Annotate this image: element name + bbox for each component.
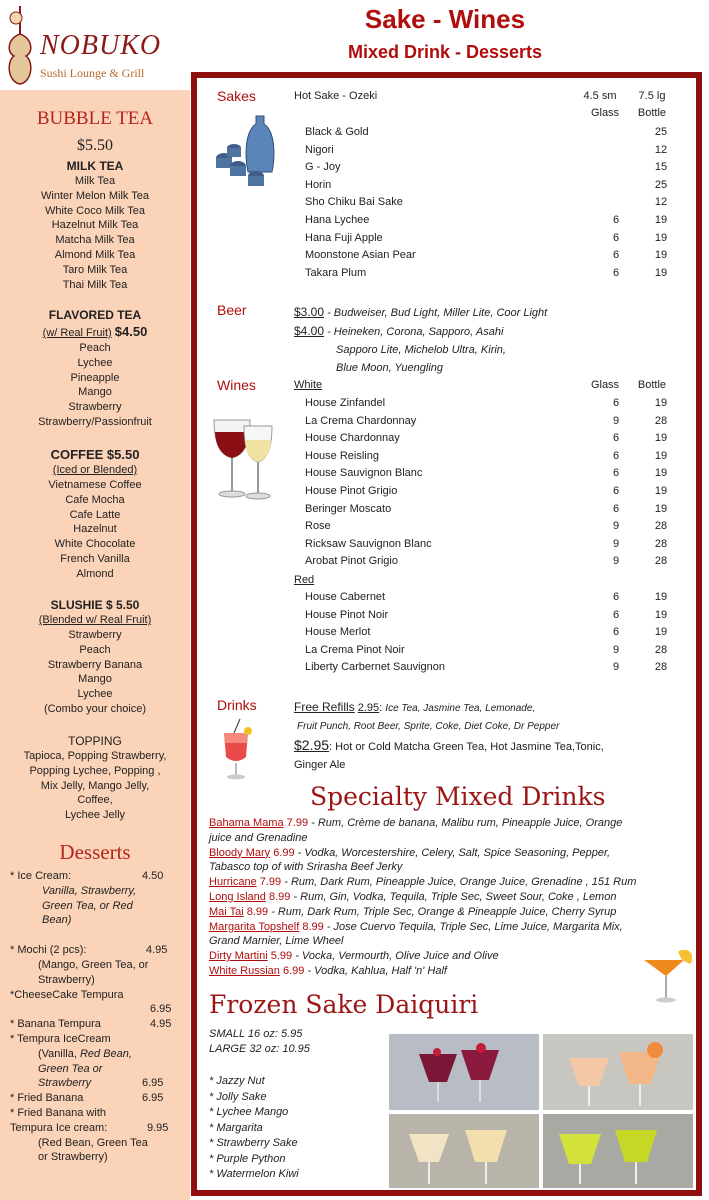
bottle-price: 19 xyxy=(654,397,668,409)
dessert-price: 4.95 xyxy=(150,1018,172,1031)
bottle-price: 12 xyxy=(654,143,668,156)
free-refills-line2: Fruit Punch, Root Beer, Sprite, Coke, Diet Coke, Dr Pepper xyxy=(297,721,560,732)
desc-line: Green Tea, or Red xyxy=(42,899,133,912)
drink-name: Hurricane xyxy=(209,876,257,889)
list-item: * Purple Python xyxy=(209,1152,286,1165)
milk-tea-heading: MILK TEA xyxy=(66,159,124,173)
menu-row xyxy=(305,536,675,554)
beer-line: $4.00 - Heineken, Corona, Sapporo, Asahi xyxy=(294,324,504,338)
slushie-list xyxy=(0,628,190,717)
beer-label: Beer xyxy=(217,302,247,318)
drink-price: 7.99 xyxy=(259,876,282,889)
drink-price: 6.99 xyxy=(273,846,295,859)
dessert-name: * Tempura IceCream xyxy=(10,1032,111,1045)
menu-row xyxy=(305,413,675,431)
menu-row xyxy=(305,395,675,413)
flavored-tea-price: $4.50 xyxy=(114,324,148,339)
dessert-price: 9.95 xyxy=(147,1121,169,1134)
glass-price: 6 xyxy=(612,397,620,409)
item-name: Arobat Pinot Grigio xyxy=(305,555,398,568)
beer-line: $3.00 - Budweiser, Bud Light, Miller Lite, Coor Light xyxy=(294,305,548,319)
drink-desc: - Vodka, Worcestershire, Celery, Salt, Spice Seasoning, Pepper, xyxy=(294,846,611,859)
drinks-label: Drinks xyxy=(217,697,257,713)
dessert-price: 4.95 xyxy=(146,944,168,957)
bottle-price: 19 xyxy=(654,449,668,462)
dessert-fried-banana-ice xyxy=(10,1121,185,1136)
specialty-drink xyxy=(209,905,699,920)
item-name: Hana Fuji Apple xyxy=(305,231,383,244)
item-name: Rose xyxy=(305,520,331,533)
drink-desc: - Rum, Crème de banana, Malibu rum, Pineapple Juice, Orange xyxy=(308,817,623,829)
drink-price: 7.99 xyxy=(286,817,309,829)
bottle-price: 19 xyxy=(654,502,668,515)
list-item: Strawberry Banana xyxy=(47,658,143,671)
bottle-price: 25 xyxy=(654,178,668,191)
bottle-price: 19 xyxy=(654,213,668,226)
frozen-flavors xyxy=(209,1074,299,1183)
flavored-tea-note-line xyxy=(0,324,190,339)
dessert-desc xyxy=(10,884,185,928)
white-heading: White xyxy=(294,379,323,391)
hot-sake: Hot Sake - Ozeki xyxy=(294,90,378,102)
frozen-large: LARGE 32 oz: 10.95 xyxy=(209,1043,310,1055)
wines-glass-head: Glass xyxy=(590,379,620,391)
item-name: Nigori xyxy=(305,143,334,156)
list-item: Coffee, xyxy=(77,794,113,807)
item-name: Takara Plum xyxy=(305,266,367,279)
menu-row xyxy=(305,518,675,536)
drink-name: White Russian xyxy=(209,964,280,977)
wines-bottle-head: Bottle xyxy=(637,379,667,391)
desc-line: Strawberry) xyxy=(38,973,95,986)
bottle-price: 28 xyxy=(654,661,668,674)
item-name: Moonstone Asian Pear xyxy=(305,249,416,262)
drinks-list xyxy=(294,698,689,774)
flavored-tea-title: FLAVORED TEA xyxy=(48,308,142,322)
bottle-price: 28 xyxy=(654,537,668,550)
bottle-price: 19 xyxy=(654,231,668,244)
dessert-desc xyxy=(10,1047,185,1091)
glass-price: 6 xyxy=(612,249,620,262)
glass-price: 6 xyxy=(612,432,620,445)
specialty-drink xyxy=(209,875,699,890)
logo-area xyxy=(0,0,200,90)
specialty-list xyxy=(209,816,699,979)
list-item: Cafe Mocha xyxy=(65,493,125,506)
frozen-small: SMALL 16 oz: 5.95 xyxy=(209,1028,303,1040)
dessert-price: 6.95 xyxy=(142,1092,164,1105)
list-item: Strawberry xyxy=(68,629,122,641)
specialty-drink xyxy=(209,920,699,935)
item-name: House Zinfandel xyxy=(305,397,386,409)
menu-row xyxy=(305,465,675,483)
drink-price: 5.99 xyxy=(270,950,293,963)
item-name: House Reisling xyxy=(305,449,379,462)
dessert-banana xyxy=(10,1017,185,1032)
item-name: House Merlot xyxy=(305,626,371,639)
glass-price: 9 xyxy=(612,520,620,533)
beer-price: $3.00 xyxy=(294,305,325,319)
specialty-drink xyxy=(209,964,699,979)
dessert-price: 4.50 xyxy=(142,870,164,882)
list-item: Tapioca, Popping Strawberry, xyxy=(23,750,167,762)
list-item: Hazelnut Milk Tea xyxy=(51,219,139,232)
coffee-list xyxy=(0,478,190,582)
item-name: G - Joy xyxy=(305,161,341,174)
glass-price: 6 xyxy=(612,231,620,244)
bottle-price: 28 xyxy=(654,555,668,568)
list-item: Cafe Latte xyxy=(69,508,121,521)
menu-row xyxy=(305,265,675,283)
dessert-name: Tempura Ice cream: xyxy=(10,1121,108,1134)
free-refills: Free Refills xyxy=(294,700,355,714)
matcha-line2: Ginger Ale xyxy=(294,759,346,771)
list-item: Vietnamese Coffee xyxy=(48,479,142,491)
specialty-drink xyxy=(209,949,699,964)
bottle-price: 28 xyxy=(654,414,668,427)
white-wine-list xyxy=(305,395,675,571)
list-item: French Vanilla xyxy=(60,552,130,565)
bubble-tea-price: $5.50 xyxy=(77,137,113,154)
list-item: Mango xyxy=(78,386,112,399)
menu-row xyxy=(305,230,675,248)
item-name: House Sauvignon Blanc xyxy=(305,467,423,480)
dessert-mochi xyxy=(10,943,185,958)
item-name: Hana Lychee xyxy=(305,213,370,226)
list-item: Thai Milk Tea xyxy=(62,278,128,291)
list-item: * Jazzy Nut xyxy=(209,1075,265,1087)
dessert-cheesecake xyxy=(10,988,185,1003)
bottle-price: 28 xyxy=(654,643,668,656)
drink-name: Long Island xyxy=(209,890,266,903)
specialty-drink xyxy=(209,846,699,861)
sakes-col1: 4.5 sm xyxy=(583,90,617,102)
desc-line: Green Tea or xyxy=(38,1062,103,1075)
item-name: House Pinot Noir xyxy=(305,608,389,621)
list-item: * Jolly Sake xyxy=(209,1090,267,1103)
dessert-price: 6.95 xyxy=(150,1003,172,1016)
desc-line: or Strawberry) xyxy=(38,1151,108,1164)
sake-set-icon xyxy=(212,112,280,188)
drinks-price: $2.95 xyxy=(294,737,330,753)
glass-price: 6 xyxy=(612,591,620,603)
margarita-icon xyxy=(642,950,692,1006)
menu-row xyxy=(305,430,675,448)
topping-list xyxy=(0,749,190,823)
list-item: Winter Melon Milk Tea xyxy=(41,189,149,202)
page-title: Sake - Wines xyxy=(364,4,526,34)
frozen-sizes xyxy=(209,1027,310,1057)
drink-price: 6.99 xyxy=(282,964,305,977)
list-item: * Watermelon Kiwi xyxy=(209,1168,299,1180)
list-item: Milk Tea xyxy=(74,175,116,187)
menu-row xyxy=(305,124,675,142)
menu-row xyxy=(305,212,675,230)
dessert-name: *CheeseCake Tempura xyxy=(10,988,124,1001)
item-name: Ricksaw Sauvignon Blanc xyxy=(305,537,432,550)
specialty-drink xyxy=(209,816,699,831)
bottle-price: 15 xyxy=(654,161,668,174)
glass-price: 9 xyxy=(612,555,620,568)
sakes-col2b: Bottle xyxy=(637,107,667,119)
glass-price: 6 xyxy=(612,626,620,639)
desc-line: (Vanilla, Red Bean, xyxy=(38,1047,132,1060)
desserts-title: Desserts xyxy=(59,840,131,864)
drink-desc: Grand Marnier, Lime Wheel xyxy=(209,935,344,948)
glass-price: 6 xyxy=(612,449,620,462)
desc-line: Bean) xyxy=(42,914,72,927)
logo-tagline: Sushi Lounge & Grill xyxy=(40,66,145,80)
menu-row xyxy=(305,501,675,519)
list-item: Matcha Milk Tea xyxy=(55,234,135,247)
violin-icon xyxy=(2,4,38,86)
item-name: House Pinot Grigio xyxy=(305,484,398,497)
glass-price: 6 xyxy=(612,266,620,279)
drink-desc: - Rum, Dark Rum, Triple Sec, Orange & Pineapple Juice, Cherry Syrup xyxy=(268,905,617,918)
menu-row xyxy=(305,483,675,501)
menu-row xyxy=(305,659,675,677)
bottle-price: 19 xyxy=(654,266,668,279)
list-item: * Margarita xyxy=(209,1121,263,1134)
menu-row xyxy=(305,642,675,660)
list-item: Hazelnut xyxy=(73,523,117,536)
drink-desc: - Rum, Dark Rum, Pineapple Juice, Orange Juice, Grenadine , 151 Rum xyxy=(281,876,637,889)
bottle-price: 19 xyxy=(654,626,668,639)
slushie-title: SLUSHIE $ 5.50 xyxy=(50,598,140,612)
list-item: Strawberry xyxy=(68,401,122,414)
bottle-price: 19 xyxy=(654,249,668,262)
dessert-name: * Fried Banana xyxy=(10,1092,84,1105)
menu-row xyxy=(305,177,675,195)
page-subtitle: Mixed Drink - Desserts xyxy=(347,42,543,62)
bubble-tea-title: BUBBLE TEA xyxy=(36,108,154,129)
drink-desc: - Jose Cuervo Tequila, Triple Sec, Lime Juice, Margarita Mix, xyxy=(323,920,623,933)
glass-price: 6 xyxy=(612,467,620,480)
dessert-tempura-ice xyxy=(10,1032,185,1047)
list-item: Almond Milk Tea xyxy=(54,248,136,261)
wines-label: Wines xyxy=(217,377,256,393)
item-name: La Crema Pinot Noir xyxy=(305,643,405,656)
drink-desc: juice and Grenadine xyxy=(209,831,308,844)
dessert-price: 6.95 xyxy=(142,1077,164,1090)
specialty-title: Specialty Mixed Drinks xyxy=(310,782,606,811)
dessert-desc xyxy=(10,1136,185,1166)
wine-glasses-icon xyxy=(210,414,276,502)
item-name: Liberty Carbernet Sauvignon xyxy=(305,661,446,674)
drink-desc: - Vodka, Kahlua, Half 'n' Half xyxy=(304,964,447,977)
sakes-col2: 7.5 lg xyxy=(638,90,666,102)
sakes-label: Sakes xyxy=(217,88,256,104)
slushie-note: (Blended w/ Real Fruit) xyxy=(38,614,152,626)
topping-title: TOPPING xyxy=(68,734,122,748)
drink-desc: - Rum, Gin, Vodka, Tequila, Triple Sec, Sweet Sour, Coke , Lemon xyxy=(290,890,617,903)
list-item: Pineapple xyxy=(70,371,120,384)
desc-line: (Red Bean, Green Tea xyxy=(38,1136,148,1149)
flavored-tea-list xyxy=(0,341,190,430)
cocktail-icon xyxy=(220,717,254,781)
bottle-price: 19 xyxy=(654,467,668,480)
milk-tea-list xyxy=(0,174,190,292)
frozen-title: Frozen Sake Daiquiri xyxy=(209,990,479,1019)
drink-name: Bahama Mama xyxy=(209,817,284,829)
bottle-price: 19 xyxy=(654,484,668,497)
list-item: Almond xyxy=(76,567,114,580)
coffee-note: (Iced or Blended) xyxy=(52,464,138,476)
bottle-price: 19 xyxy=(654,608,668,621)
bottle-price: 19 xyxy=(654,591,668,603)
list-item: Lychee xyxy=(77,356,113,369)
sakes-col1b: Glass xyxy=(590,107,620,119)
glass-price: 9 xyxy=(612,643,620,656)
drink-name: Dirty Martini xyxy=(209,950,268,963)
drink-price: 8.99 xyxy=(246,905,269,918)
desc-line: (Mango, Green Tea, or xyxy=(38,958,149,971)
item-name: Sho Chiku Bai Sake xyxy=(305,196,403,209)
dessert-name: * Ice Cream: xyxy=(10,870,72,882)
list-item: Mix Jelly, Mango Jelly, xyxy=(40,779,150,792)
drink-name: Bloody Mary xyxy=(209,846,271,859)
item-name: La Crema Chardonnay xyxy=(305,414,417,427)
dessert-name: * Mochi (2 pcs): xyxy=(10,944,87,957)
dessert-fried-banana xyxy=(10,1091,185,1106)
sakes-list xyxy=(305,124,675,282)
menu-row xyxy=(305,607,675,625)
list-item: White Coco Milk Tea xyxy=(44,204,146,217)
menu-row xyxy=(305,247,675,265)
list-item: (Combo your choice) xyxy=(43,702,147,715)
glass-price: 6 xyxy=(612,502,620,515)
glass-price: 9 xyxy=(612,537,620,550)
list-item: Taro Milk Tea xyxy=(62,263,128,276)
menu-row xyxy=(305,589,675,607)
dessert-name: * Fried Banana with xyxy=(10,1106,106,1119)
bottle-price: 25 xyxy=(654,126,668,138)
list-item: Mango xyxy=(78,673,112,686)
free-refills-line: Free Refills 2.95: Ice Tea, Jasmine Tea, Lemonade, xyxy=(294,700,536,714)
list-item: Strawberry/Passionfruit xyxy=(38,415,152,428)
drink-price: 8.99 xyxy=(302,920,324,933)
coffee-title: COFFEE $5.50 xyxy=(50,447,140,462)
menu-row xyxy=(305,142,675,160)
bottle-price: 19 xyxy=(654,432,668,445)
menu-row xyxy=(305,553,675,571)
glass-price: 9 xyxy=(612,414,620,427)
menu-row xyxy=(305,448,675,466)
dessert-ice-cream xyxy=(10,869,185,884)
desc-line: Strawberry 6.95 xyxy=(38,1077,164,1090)
list-item: White Chocolate xyxy=(54,538,136,551)
beer-price: $4.00 xyxy=(294,324,325,338)
specialty-drink xyxy=(209,890,699,905)
glass-price: 6 xyxy=(612,484,620,497)
item-name: House Chardonnay xyxy=(305,432,400,445)
drink-price: 8.99 xyxy=(268,890,291,903)
glass-price: 9 xyxy=(612,661,620,674)
desserts-list xyxy=(10,869,185,1165)
beer-list xyxy=(294,303,694,377)
dessert-desc xyxy=(10,958,185,988)
item-name: Black & Gold xyxy=(305,126,369,138)
list-item: * Strawberry Sake xyxy=(209,1137,298,1149)
glass-price: 6 xyxy=(612,213,620,226)
daiquiri-photos xyxy=(389,1034,694,1188)
dessert-name: * Banana Tempura xyxy=(10,1018,101,1031)
list-item: Popping Lychee, Popping , xyxy=(29,764,161,777)
list-item: Lychee Jelly xyxy=(64,809,126,822)
menu-row xyxy=(305,159,675,177)
item-name: House Cabernet xyxy=(305,591,386,603)
menu-row xyxy=(305,624,675,642)
drink-desc: Tabasco top of with Srirasha Beef Jerky xyxy=(209,861,403,874)
drink-desc: - Vocka, Vermourth, Olive Juice and Olive xyxy=(292,950,499,963)
menu-row xyxy=(305,194,675,212)
list-item: * Lychee Mango xyxy=(209,1106,289,1118)
list-item: Peach xyxy=(79,342,111,354)
desc-line: Vanilla, Strawberry, xyxy=(42,884,137,897)
red-wine-list xyxy=(305,589,675,677)
beer-line: Sapporo Lite, Michelob Ultra, Kirin, xyxy=(336,344,506,356)
glass-price: 6 xyxy=(612,608,620,621)
item-name: Horin xyxy=(305,178,332,191)
drink-name: Mai Tai xyxy=(209,905,244,918)
beer-line: Blue Moon, Yuengling xyxy=(336,362,444,374)
matcha-line: $2.95: Hot or Cold Matcha Green Tea, Hot Jasmine Tea,Tonic, xyxy=(294,737,604,753)
list-item: Peach xyxy=(79,643,111,656)
list-item: Lychee xyxy=(77,688,113,701)
red-heading: Red xyxy=(294,574,315,586)
bottle-price: 28 xyxy=(654,520,668,533)
flavored-tea-note: (w/ Real Fruit) xyxy=(42,327,112,339)
item-name: Beringer Moscato xyxy=(305,502,392,515)
logo-name: NOBUKO xyxy=(40,30,162,61)
bottle-price: 12 xyxy=(654,196,668,209)
drink-name: Margarita Topshelf xyxy=(209,920,300,933)
free-refills-price: 2.95 xyxy=(357,702,380,714)
